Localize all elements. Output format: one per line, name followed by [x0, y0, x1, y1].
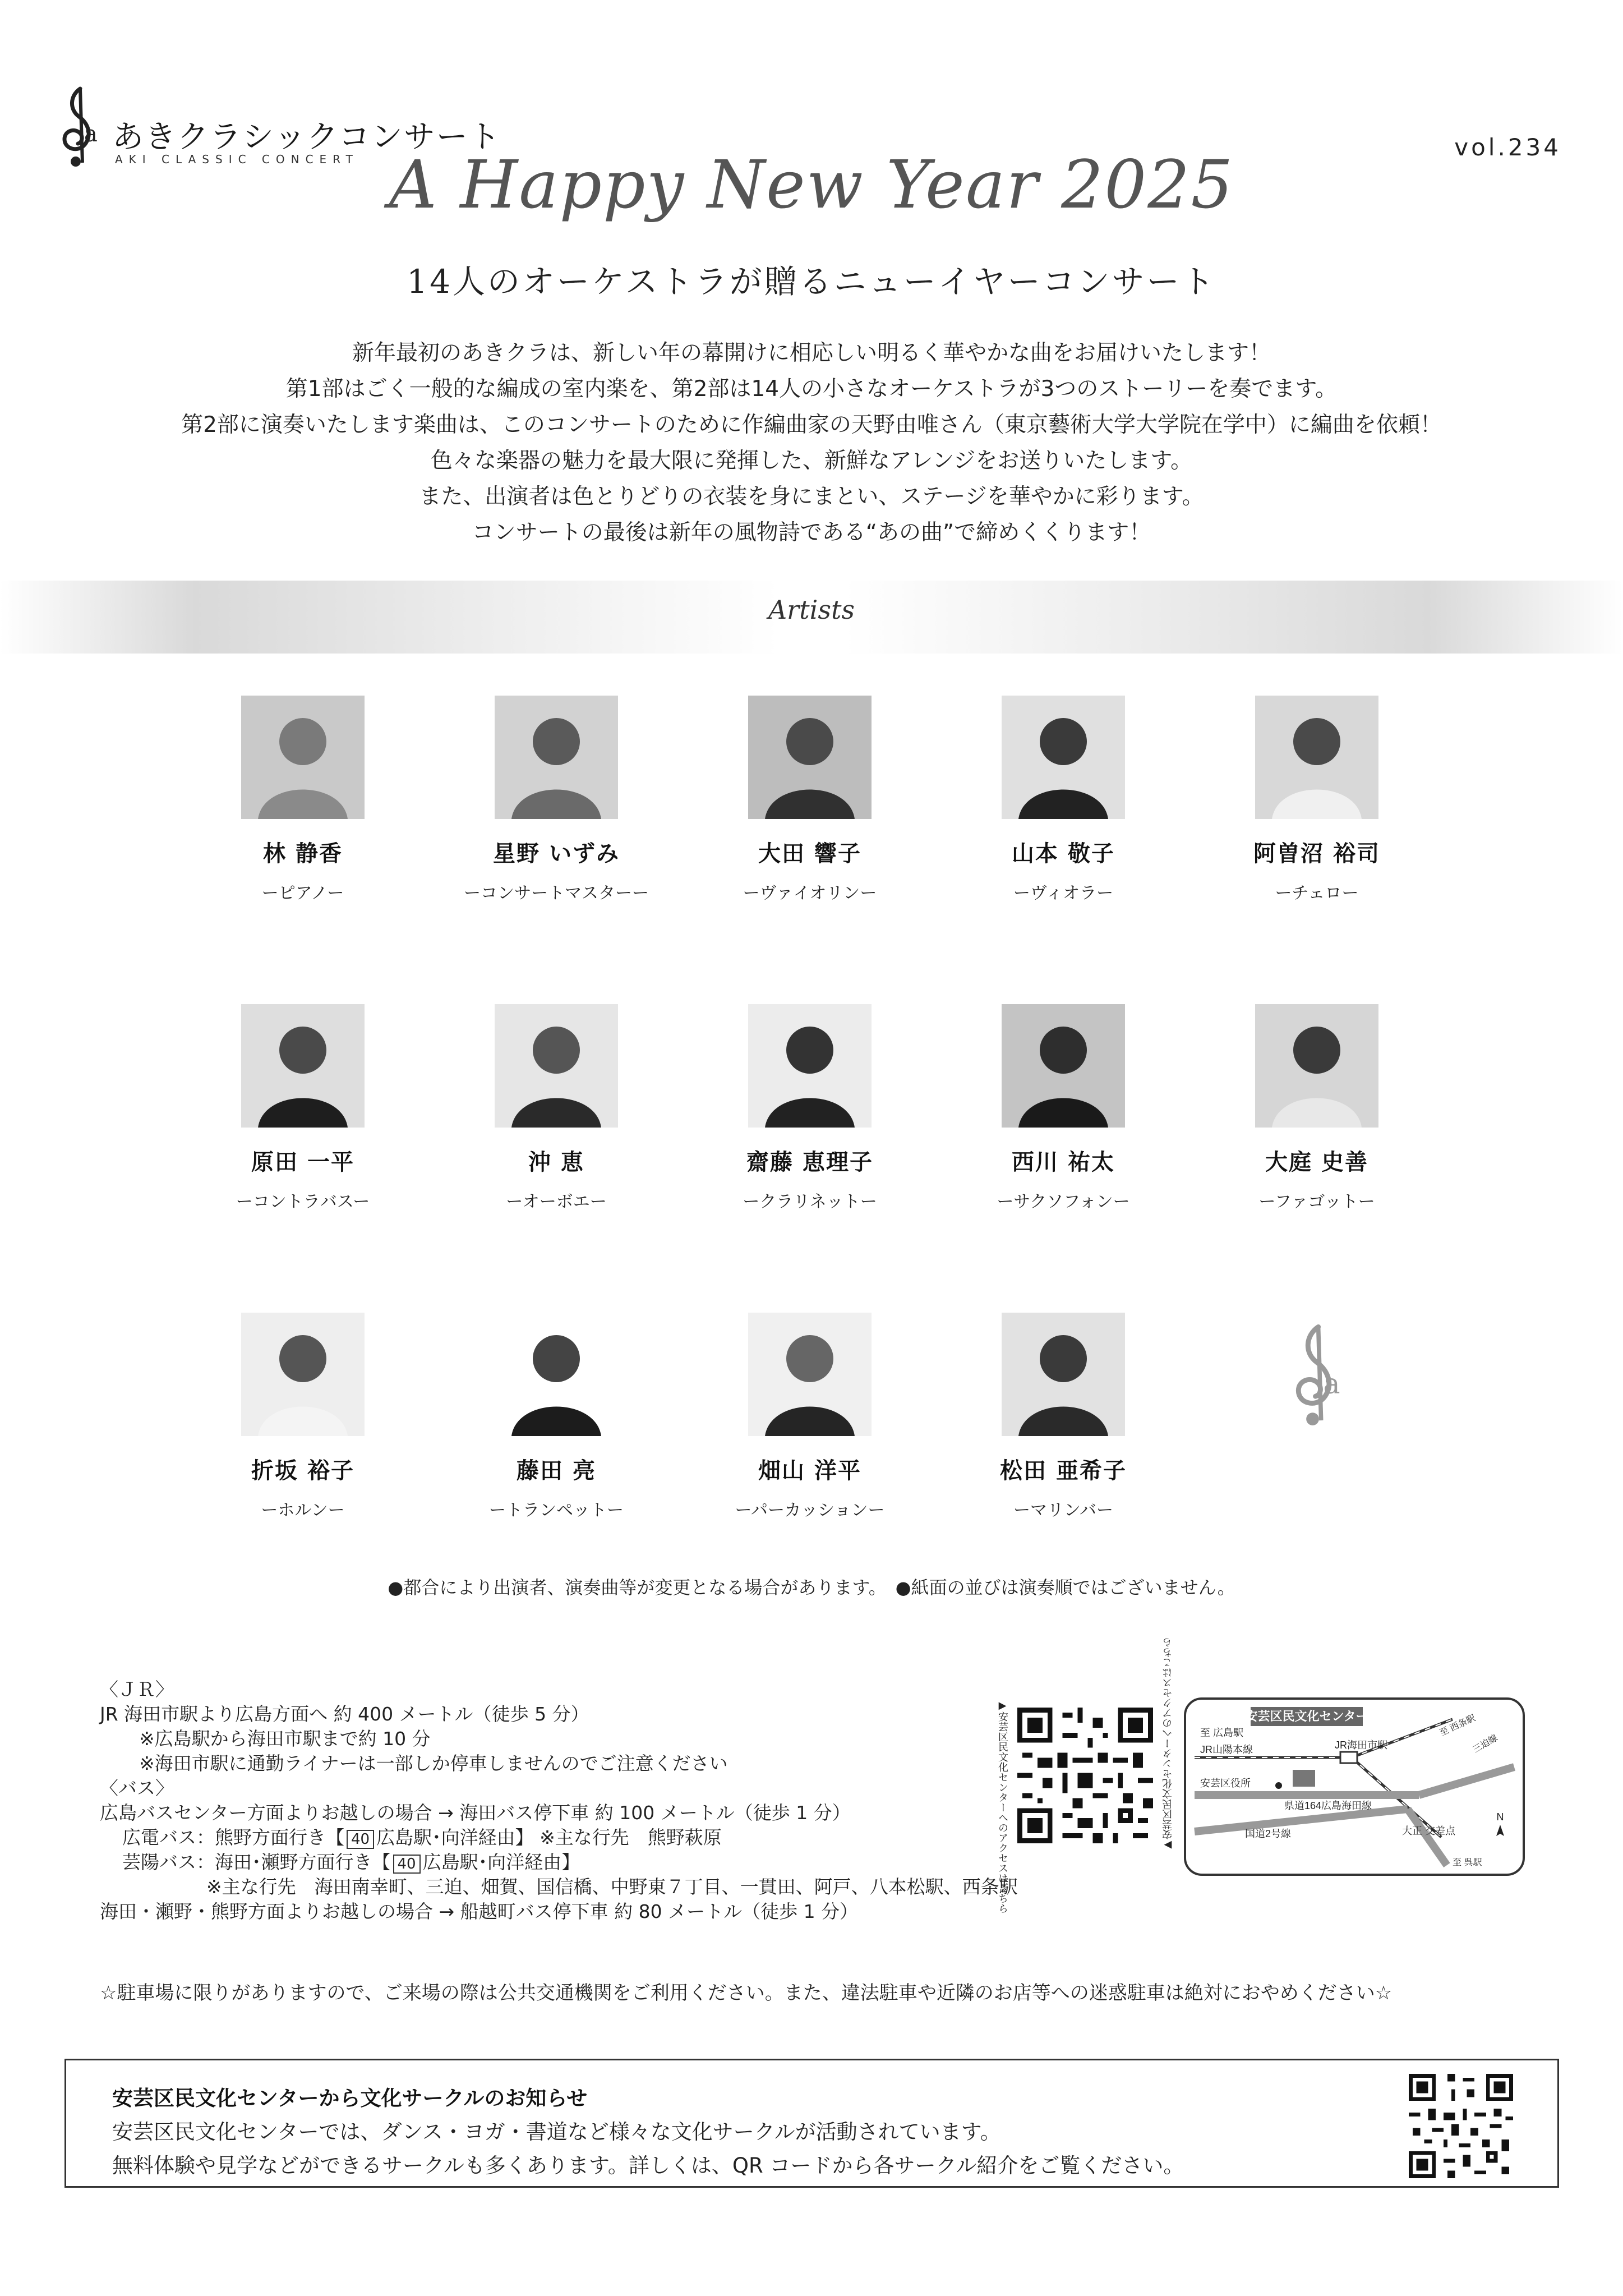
artist-role: ーコントラバスー [236, 1192, 370, 1212]
artist-photo-icon [748, 696, 872, 819]
artist-photo-icon [748, 1313, 872, 1436]
map-label-sanyo: JR山陽本線 [1200, 1744, 1253, 1755]
artist-photo-icon [1002, 1313, 1125, 1436]
map-title: 安芸区民文化センター [1245, 1709, 1368, 1723]
bus-route-text: 広島駅･向洋経由】 [422, 1851, 580, 1873]
artist-card [191, 1004, 415, 1212]
artist-card [444, 1313, 668, 1521]
artist-role: ーホルンー [261, 1501, 345, 1520]
artist-card [444, 1004, 668, 1212]
svg-text:a: a [84, 121, 98, 147]
bus-route [100, 1850, 1018, 1875]
intro-line: 新年最初のあきクラは、新しい年の幕開けに相応しい明るく華やかな曲をお届けいたします！ [352, 341, 1271, 366]
artist-photo-icon [241, 1004, 365, 1128]
artist-name: 林 静香 [263, 840, 343, 867]
map-label-kure: 至 呉駅 [1453, 1858, 1482, 1867]
page-subtitle: 14人のオーケストラが贈るニューイヤーコンサート [407, 263, 1216, 301]
bus-route-text: 広電バス：熊野方面行き【 [122, 1826, 344, 1848]
artist-name: 沖 恵 [528, 1149, 584, 1175]
map-label-saijo: 至 西条駅 [1438, 1713, 1477, 1738]
bus-destinations: ※主な行先 海田南幸町、三迫、畑賀、国信橋、中野東７丁目、一貫田、阿戸、八本松駅、西条駅 [206, 1876, 1018, 1898]
artist-card [191, 696, 415, 904]
artist-card [698, 696, 922, 904]
circle-qr-code-icon[interactable] [1405, 2070, 1517, 2182]
artist-card [951, 1004, 1175, 1212]
page-title: A Happy New Year 2025 [389, 146, 1234, 223]
bus-route [100, 1825, 1018, 1850]
artist-name: 西川 祐太 [1012, 1149, 1115, 1175]
artist-photo-icon [1002, 696, 1125, 819]
jr-note: ※海田市駅に通勤ライナーは一部しか停車しませんのでご注意ください [139, 1752, 728, 1774]
artist-name: 齋藤 恵理子 [746, 1149, 873, 1175]
artist-photo-icon [241, 696, 365, 819]
artist-role: ーパーカッションー [735, 1501, 885, 1520]
artist-card [191, 1313, 415, 1521]
map-label-route2: 国道2号線 [1245, 1828, 1292, 1839]
map-label-station: JR海田市駅 [1335, 1740, 1387, 1751]
access-map [1183, 1697, 1525, 1876]
qr-caption-right: ▶安芸区民文化センターへのアクセスはこちら [1162, 1637, 1174, 1851]
artist-photo-icon [495, 1313, 618, 1436]
intro-line: 第2部に演奏いたします楽曲は、このコンサートのために作編曲家の天野由唯さん（東京藝術大学大学院在学中）に編曲を依頼！ [181, 412, 1442, 438]
artist-photo-icon [1255, 1004, 1378, 1128]
intro-line: コンサートの最後は新年の風物詩である“あの曲”で締めくくります！ [472, 520, 1151, 545]
circle-info-title: 安芸区民文化センターから文化サークルのお知らせ [112, 2086, 588, 2110]
artist-role: ートランペットー [489, 1501, 624, 1520]
artist-card [951, 696, 1175, 904]
intro-line: 第1部はごく一般的な編成の室内楽を、第2部は14人の小さなオーケストラが3つのストーリーを奏でます。 [285, 376, 1338, 402]
circle-info-line: 安芸区民文化センターでは、ダンス・ヨガ・書道など様々な文化サークルが活動されています。 [112, 2120, 1001, 2144]
artist-role: ーコンサートマスターー [464, 884, 649, 903]
artist-card [698, 1313, 922, 1521]
artist-card [698, 1004, 922, 1212]
artist-role: ーチェロー [1275, 884, 1359, 903]
route-number-box: 40 [393, 1855, 421, 1874]
artist-name: 阿曽沼 裕司 [1253, 840, 1380, 867]
disclaimer-note: ●都合により出演者、演奏曲等が変更となる場合があります。 ●紙面の並びは演奏順ではございません。 [388, 1577, 1235, 1598]
intro-line: 色々な楽器の魅力を最大限に発揮した、新鮮なアレンジをお送りいたします。 [430, 448, 1193, 473]
circle-info-line: 無料体験や見学などができるサークルも多くあります。詳しくは、QR コードから各サークル紹介をご覧ください。 [112, 2154, 1184, 2178]
bus-line: 広島バスセンター方面よりお越しの場合 → 海田バス停下車 約 100 メートル（徒歩 1 分） [100, 1802, 851, 1824]
bus-route-text: 広島駅･向洋経由】 ※主な行先 熊野萩原 [376, 1826, 722, 1848]
artist-name: 大田 響子 [758, 840, 861, 867]
jr-note: ※広島駅から海田市駅まで約 10 分 [139, 1728, 431, 1750]
artist-role: ーサクソフォンー [997, 1192, 1130, 1212]
jr-heading: 〈ＪＲ〉 [100, 1678, 174, 1700]
map-label-ward-office: 安芸区役所 [1200, 1778, 1251, 1789]
artist-photo-icon [1002, 1004, 1125, 1128]
logo-en: AKI CLASSIC CONCERT [115, 153, 359, 166]
artist-name: 藤田 亮 [517, 1457, 596, 1484]
artist-photo-icon [495, 1004, 618, 1128]
bus-line: 海田・瀬野・熊野方面よりお越しの場合 → 船越町バス停下車 約 80 メートル（徒歩 1 分） [100, 1901, 859, 1922]
artist-card [444, 696, 668, 904]
artist-role: ーマリンバー [1013, 1501, 1113, 1520]
artist-name: 星野 いずみ [493, 840, 620, 867]
access-qr-code-icon[interactable] [1012, 1703, 1158, 1848]
artist-role: ークラリネットー [743, 1192, 877, 1212]
artist-photo-icon [748, 1004, 872, 1128]
logo-jp: あきクラシックコンサート [112, 119, 501, 155]
parking-note: ☆駐車場に限りがありますので、ご来場の際は公共交通機関をご利用ください。また、違法駐車や近隣のお店等への迷惑駐車は絶対におやめください☆ [100, 1982, 1393, 2004]
qr-caption-left: ▶安芸区民文化センターへのアクセスはこちら [997, 1700, 1008, 1913]
artist-role: ーピアノー [261, 884, 344, 903]
route-number-box: 40 [347, 1830, 374, 1849]
intro-text [0, 335, 1623, 551]
bus-route-text: 芸陽バス：海田･瀬野方面行き【 [122, 1851, 391, 1873]
map-label-pref-road: 県道164広島海田線 [1284, 1800, 1372, 1811]
jr-line: JR 海田市駅より広島方面へ 約 400 メートル（徒歩 5 分） [100, 1703, 589, 1725]
artist-photo-icon [1255, 696, 1378, 819]
artist-name: 松田 亜希子 [1000, 1457, 1127, 1484]
artist-name: 大庭 史善 [1265, 1149, 1368, 1175]
bus-heading: 〈バス〉 [100, 1777, 174, 1799]
svg-text:a: a [1323, 1367, 1340, 1401]
artist-card [951, 1313, 1175, 1521]
artist-name: 畑山 洋平 [758, 1457, 861, 1484]
map-label-daisho: 大正 交差点 [1402, 1825, 1456, 1837]
intro-line: また、出演者は色とりどりの衣装を身にまとい、ステージを華やかに彩ります。 [419, 484, 1204, 509]
map-north-label: N [1496, 1811, 1504, 1823]
artist-name: 原田 一平 [251, 1149, 354, 1175]
artist-role: ーヴィオラー [1013, 884, 1114, 903]
artist-card [1205, 696, 1429, 904]
artist-name: 折坂 裕子 [251, 1457, 354, 1484]
artist-name: 山本 敬子 [1012, 840, 1115, 867]
artist-card [1205, 1004, 1429, 1212]
map-label-hiroshima: 至 広島駅 [1200, 1727, 1244, 1738]
artist-role: ーファゴットー [1258, 1192, 1375, 1212]
access-info [100, 1677, 1018, 1924]
artists-heading: Artists [768, 595, 855, 625]
treble-clef-decoration-icon [1284, 1315, 1352, 1433]
map-label-mitsuuchi: 三迫線 [1471, 1733, 1500, 1755]
artist-photo-icon [241, 1313, 365, 1436]
artist-role: ーヴァイオリンー [743, 884, 877, 903]
volume-number: vol.234 [1454, 134, 1561, 161]
artist-role: ーオーボエー [506, 1192, 607, 1212]
artist-photo-icon [495, 696, 618, 819]
